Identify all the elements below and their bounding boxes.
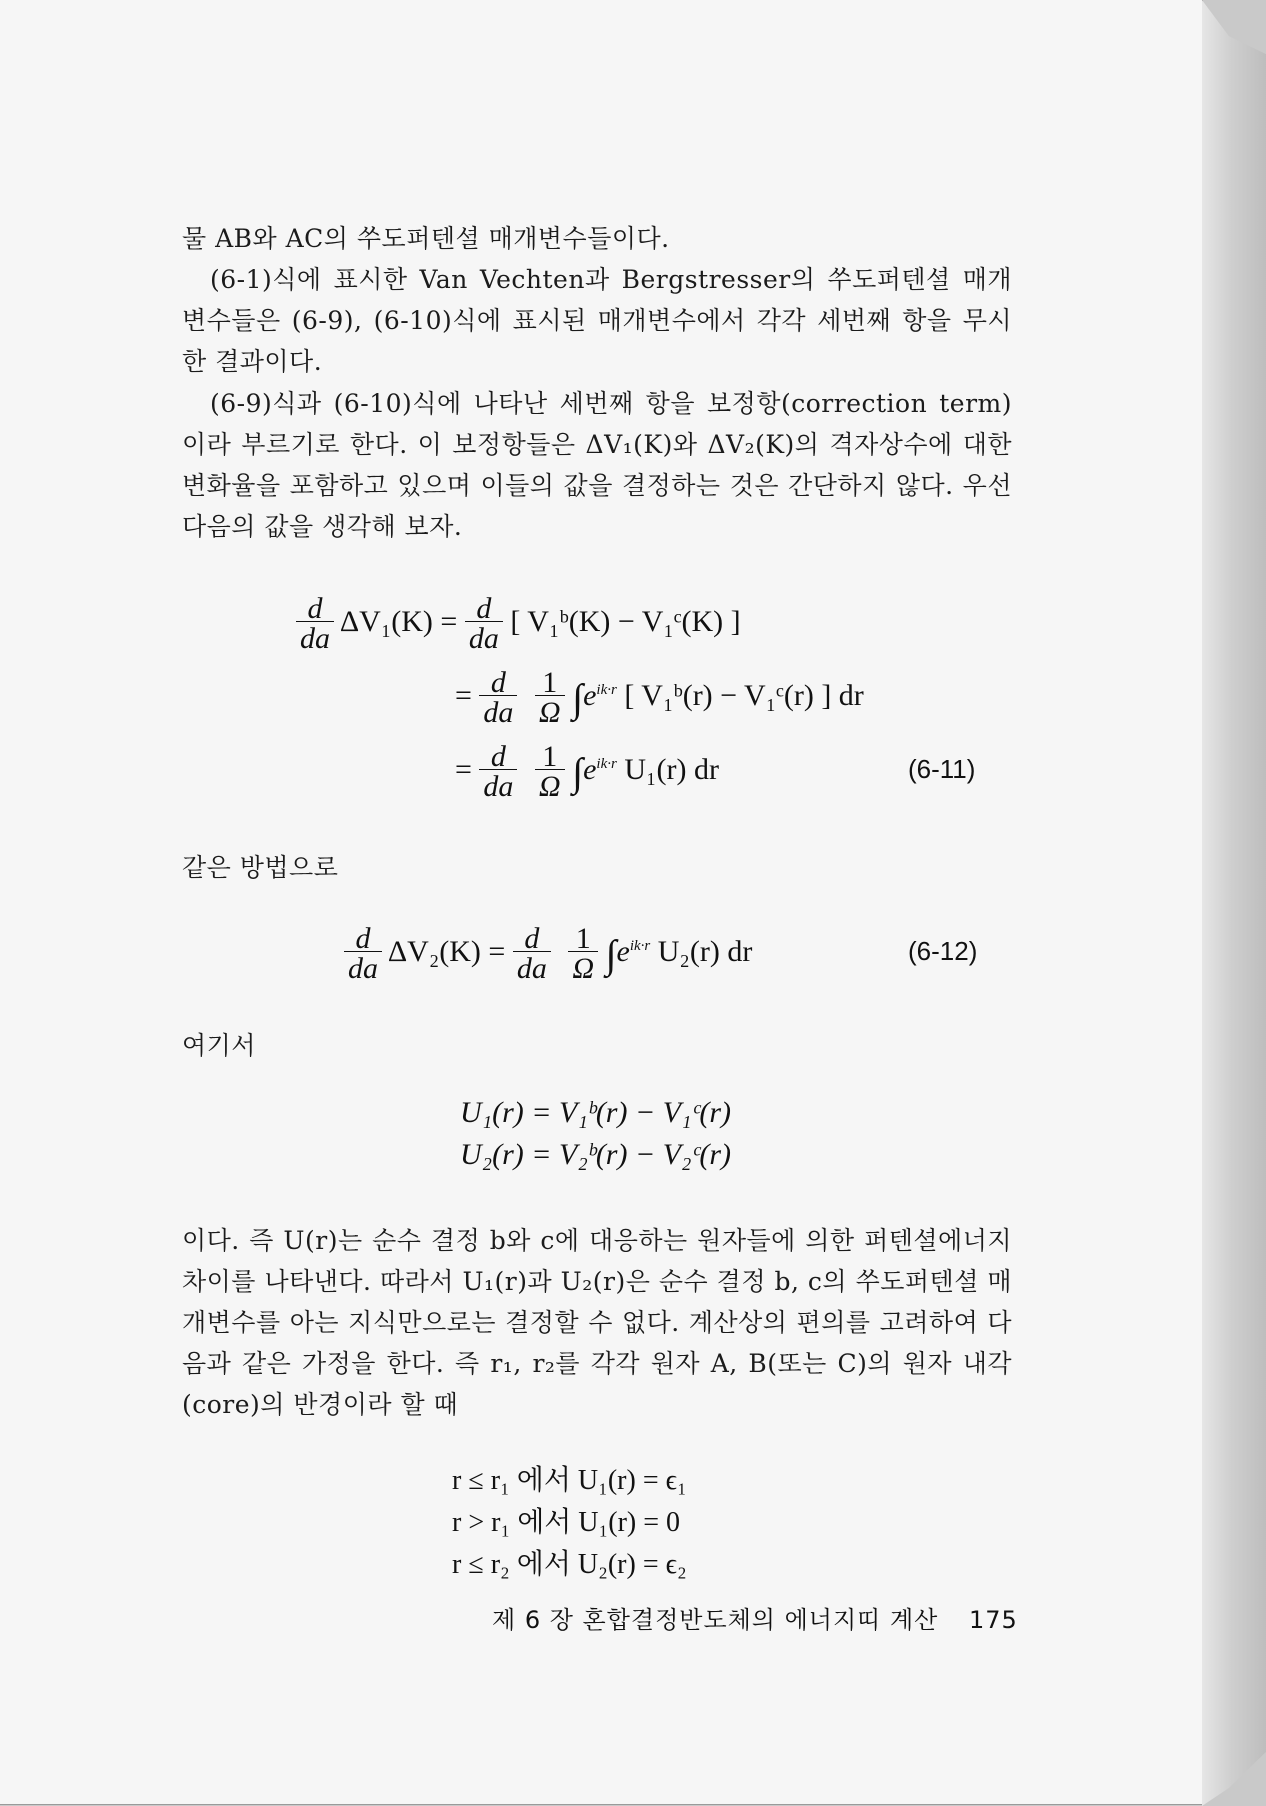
integral-sign: ∫ [605, 931, 617, 977]
paragraph-4: 같은 방법으로 [182, 853, 339, 882]
equation-6-12-rhs: U₂(r) dr [657, 934, 753, 968]
page-footer [492, 1600, 1018, 1635]
equation-6-12: $\frac{d}{da} \Delta V_2(K) = \frac{d}{da} 1$ Ω $\int e^{ik\cdot r}$ U₂(r) dr [344, 924, 752, 984]
equation-6-11-lhs: ΔV₁(K) [339, 604, 433, 638]
equation-6-12-lhs: ΔV₂(K) [387, 934, 481, 968]
paragraph-5: 여기서 [182, 1031, 256, 1060]
equation-6-11-rhs-line1: [ V₁ᵇ(K) − V₁ᶜ(K) ] [510, 604, 741, 638]
equation-6-11-rhs-line3: U₁(r) dr [624, 752, 719, 786]
page-number: 175 [969, 1606, 1018, 1634]
condition-1: r ≤ r₁ 에서 U₁(r) = ϵ₁ [452, 1465, 687, 1496]
equation-6-11-label: (6-11) [908, 754, 976, 784]
equation-6-11-line2: = $\frac{d}{da} 1$ Ω $\int e^{ik\cdot r}$ [ V₁ᵇ(r) − V₁ᶜ(r) ] dr [455, 666, 864, 729]
paragraph-1: 물 AB와 AC의 쑤도퍼텐셜 매개변수들이다. [182, 224, 670, 253]
chapter-title: 제 6 장 혼합결정반도체의 에너지띠 계산 [492, 1606, 939, 1634]
page-edge [1202, 0, 1266, 1806]
fraction-d-da: $\frac{d}{da}$ [465, 594, 503, 654]
equation-u2: U₂(r) = V₂ᵇ(r) − V₂ᶜ(r) [460, 1138, 732, 1171]
condition-3: r ≤ r₂ 에서 U₂(r) = ϵ₂ [452, 1549, 687, 1580]
paragraph-2: (6-1)식에 표시한 Van Vechten과 Bergstresser의 쑤도퍼텐셜 매개변수들은 (6-9), (6-10)식에 표시된 매개변수에서 각각 세번째 항을 무시한 결과이다. [182, 265, 1012, 376]
fraction-d-da: $\frac{d}{da}$ [296, 594, 334, 654]
paragraph-3: (6-9)식과 (6-10)식에 나타난 세번째 항을 보정항(correction term)이라 부르기로 한다. 이 보정항들은 ΔV₁(K)와 ΔV₂(K)의 격자상수에 대한 변화율을 포함하고 있으며 이들의 값을 결정하는 것은 간단하지 않다. 우선 다음의 값을 생각해 보자. [182, 389, 1012, 541]
integral-sign: ∫ [572, 749, 584, 795]
equation-6-11-rhs-line2: [ V₁ᵇ(r) − V₁ᶜ(r) ] dr [624, 678, 864, 712]
condition-2: r > r₁ 에서 U₁(r) = 0 [452, 1507, 681, 1538]
integral-sign: ∫ [572, 675, 584, 721]
equation-6-11-line3: = $\frac{d}{da} 1$ Ω $\int e^{ik\cdot r}$ U₁(r) dr [455, 740, 719, 803]
equation-6-12-label: (6-12) [908, 936, 978, 966]
equation-6-11: $\frac{d}{da} \Delta V_1(K) = \frac{d}{da}$ [ V₁ᵇ(K) − V₁ᶜ(K) ] [296, 594, 741, 654]
fraction-1-omega: 1 Ω [535, 668, 565, 728]
paragraph-6: 이다. 즉 U(r)는 순수 결정 b와 c에 대응하는 원자들에 의한 퍼텐셜에너지 차이를 나타낸다. 따라서 U₁(r)과 U₂(r)은 순수 결정 b, c의 쑤도퍼텐셜 매개변수를 아는 지식만으로는 결정할 수 없다. 계산상의 편의를 고려하여 다음과 같은 가정을 한다. 즉 r₁, r₂를 각각 원자 A, B(또는 C)의 원자 내각(core)의 반경이라 할 때 [182, 1226, 1012, 1419]
equation-u1: U₁(r) = V₁ᵇ(r) − V₁ᶜ(r) [460, 1096, 732, 1129]
